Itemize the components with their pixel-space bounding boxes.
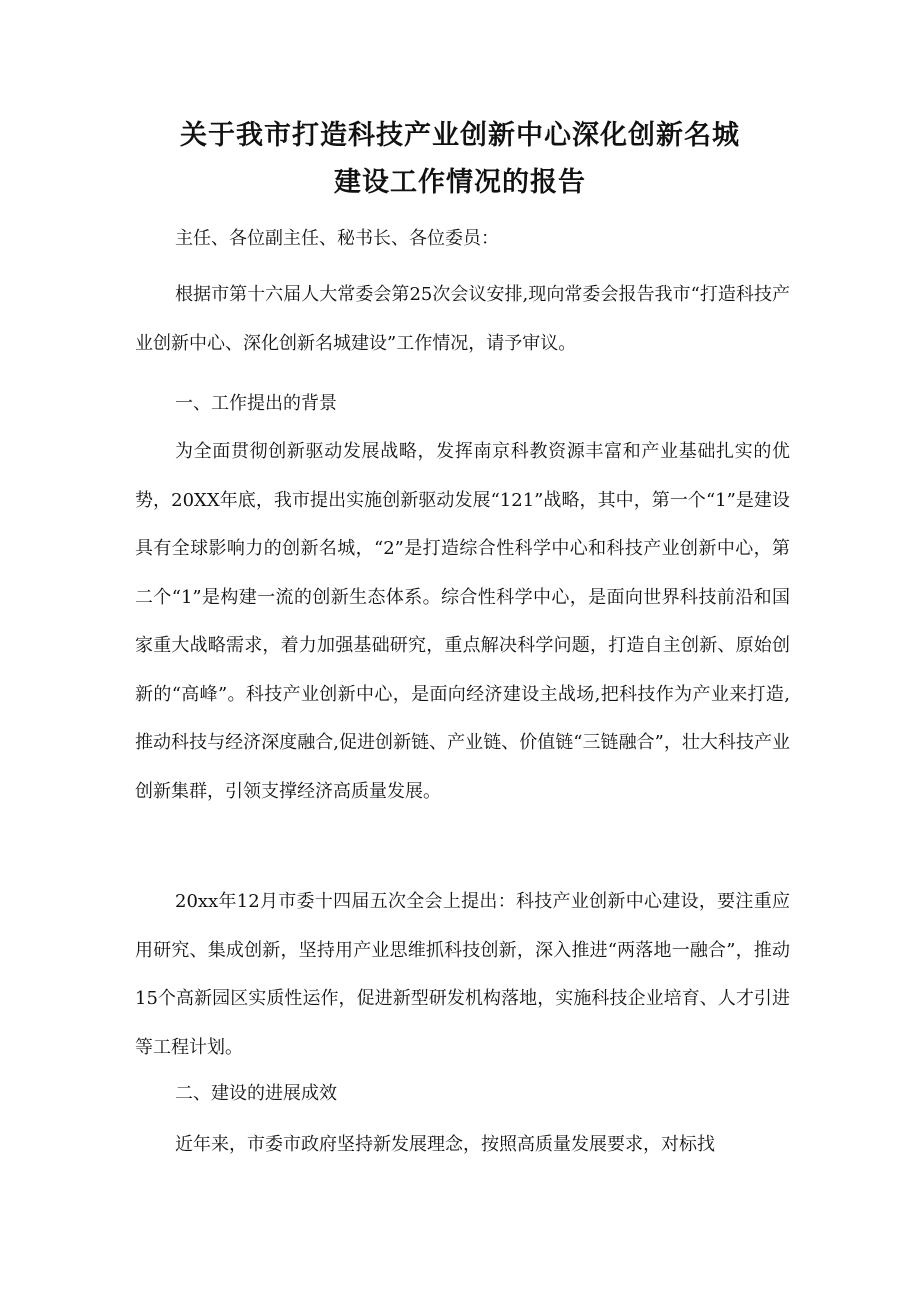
section-1-heading: 一、工作提出的背景 (175, 393, 337, 414)
section-1-paragraph-1: 为全面贯彻创新驱动发展战略，发挥南京科教资源丰富和产业基础扎实的优势，20XX年底，我市提出实施创新驱动发展“121”战略，其中，第一个“1”是建设具有全球影响力的创新名城，“2”是打造综合性科学中心和科技产业创新中心，第二个“1”是构建一流的创新生态体系。综合性科学中心，是面向世界科技前沿和国家重大战略需求，着力加强基础研究，重点解决科学问题，打造自主创新、原始创新的“高峰”。科技产业创新中心，是面向经济建设主战场,把科技作为产业来打造,推动科技与经济深度融合,促进创新链、产业链、价值链“三链融合”，壮大科技产业创新集群，引领支撑经济高质量发展。 (135, 441, 790, 802)
section-2-heading: 二、建设的进展成效 (175, 1083, 337, 1104)
salutation: 主任、各位副主任、秘书长、各位委员： (175, 228, 499, 249)
section-2-paragraph-1: 近年来，市委市政府坚持新发展理念，按照高质量发展要求，对标找 (175, 1134, 715, 1155)
report-title-line-2: 建设工作情况的报告 (334, 167, 586, 198)
intro-paragraph: 根据市第十六届人大常委会第25次会议安排,现向常委会报告我市“打造科技产业创新中心、深化创新名城建设”工作情况，请予审议。 (135, 284, 790, 354)
section-1-paragraph-2: 20xx年12月市委十四届五次全会上提出：科技产业创新中心建设，要注重应用研究、集成创新，坚持用产业思维抓科技创新，深入推进“两落地一融合”，推动15个高新园区实质性运作，促进新型研发机构落地，实施科技企业培育、人才引进等工程计划。 (135, 891, 790, 1058)
report-title-line-1: 关于我市打造科技产业创新中心深化创新名城 (180, 120, 740, 151)
